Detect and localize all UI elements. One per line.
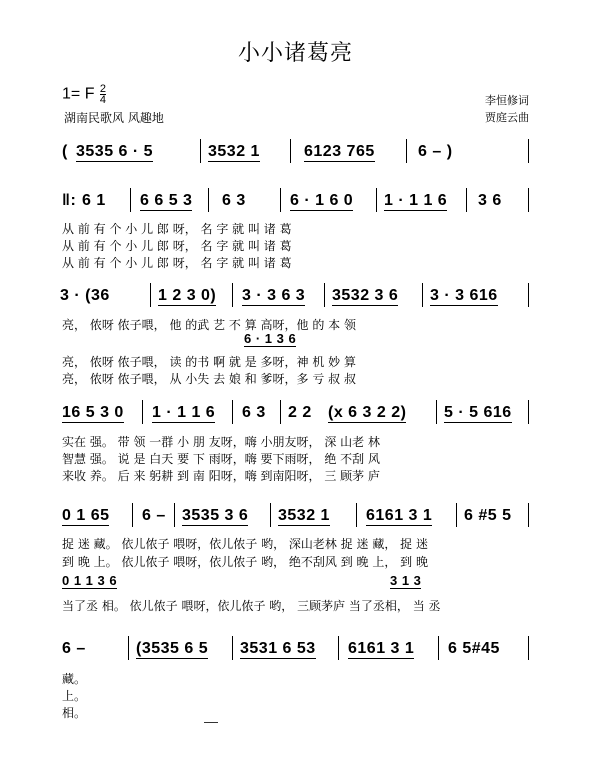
barline bbox=[528, 139, 529, 163]
barline bbox=[324, 283, 325, 307]
lyric-line bbox=[62, 597, 532, 613]
lyric-line bbox=[62, 254, 532, 270]
barline bbox=[528, 400, 529, 424]
barline bbox=[528, 503, 529, 527]
measure: 6 – bbox=[62, 640, 86, 657]
measure: 1 · 1 1 6 bbox=[384, 192, 448, 209]
lyric-text: 从 前 有 个 小 儿 郎 呀， 名 字 就 叫 诸 葛 bbox=[62, 239, 292, 253]
staff-row-6 bbox=[58, 573, 536, 591]
lyric-text: 从 前 有 个 小 儿 郎 呀， 名 字 就 叫 诸 葛 bbox=[62, 222, 292, 236]
measure: 3 6 bbox=[478, 192, 502, 209]
measure: 6 5#45 bbox=[448, 640, 500, 657]
barline bbox=[208, 188, 209, 212]
barline bbox=[456, 503, 457, 527]
staff-row-4 bbox=[58, 404, 536, 428]
barline bbox=[232, 400, 233, 424]
barline bbox=[406, 139, 407, 163]
measure: 6 · 1 6 0 bbox=[290, 192, 354, 209]
barline bbox=[200, 139, 201, 163]
measure: 3532 1 bbox=[208, 143, 260, 160]
barline bbox=[280, 188, 281, 212]
measure: 2 2 bbox=[288, 404, 312, 421]
lyric-line bbox=[62, 237, 532, 253]
footer-dash bbox=[204, 722, 218, 723]
measure: 0 1 1 3 6 bbox=[62, 573, 118, 588]
measure: 3535 3 6 bbox=[182, 507, 249, 524]
measure: 6 3 bbox=[242, 404, 266, 421]
barline bbox=[128, 636, 129, 660]
measure: 6161 3 1 bbox=[366, 507, 433, 524]
barline bbox=[232, 283, 233, 307]
measure: 6123 765 bbox=[304, 143, 375, 160]
sub-staff bbox=[58, 331, 536, 349]
measure: 3535 6 · 5 bbox=[76, 143, 154, 160]
lyric-line bbox=[62, 687, 532, 703]
lyric-line bbox=[62, 450, 532, 466]
measure: 1 2 3 0) bbox=[158, 287, 217, 304]
lyric-text: 亮， 侬呀 侬子喂， 从 小失 去 娘 和 爹呀，多 亏 叔 叔 bbox=[62, 372, 356, 386]
repeat-sign: ‖: bbox=[62, 192, 77, 209]
staff-row-5 bbox=[58, 507, 536, 531]
measure: 5 · 5 616 bbox=[444, 404, 512, 421]
measure: 6 – bbox=[142, 507, 166, 524]
barline bbox=[356, 503, 357, 527]
barline bbox=[174, 503, 175, 527]
barline bbox=[422, 283, 423, 307]
measure: 6 #5 5 bbox=[464, 507, 512, 524]
measure: 3 1 3 bbox=[390, 573, 422, 588]
barline bbox=[150, 283, 151, 307]
measure: 6 3 bbox=[222, 192, 246, 209]
lyric-line bbox=[62, 353, 532, 369]
lyric-line bbox=[62, 467, 532, 483]
lyric-line bbox=[62, 553, 532, 569]
barline bbox=[436, 400, 437, 424]
song-title: 小小诸葛亮 bbox=[237, 41, 353, 66]
lyric-line bbox=[62, 220, 532, 236]
measure: 3 · 3 6 3 bbox=[242, 287, 306, 304]
staff-row-3 bbox=[58, 287, 536, 311]
measure: 1 · 1 1 6 bbox=[152, 404, 216, 421]
lyric-text: 相。 bbox=[62, 706, 87, 720]
lyric-text: 到 晚 上。 依儿侬子 喂呀，依儿侬子 哟， 绝不刮风 到 晚 上， 到 晚 bbox=[62, 555, 428, 569]
lyric-line bbox=[62, 316, 532, 332]
barline bbox=[232, 636, 233, 660]
measure: 3 · (36 bbox=[60, 287, 110, 304]
time-bottom: 4 bbox=[99, 94, 107, 106]
lyric-text: 藏。 bbox=[62, 672, 87, 686]
measure: 3 · 3 616 bbox=[430, 287, 498, 304]
lyric-line bbox=[62, 370, 532, 386]
lyric-text: 当了丞 相。 依儿侬子 喂呀，依儿侬子 哟， 三顾茅庐 当了丞相， 当 丞 bbox=[62, 599, 441, 613]
barline bbox=[270, 503, 271, 527]
lyric-text: 从 前 有 个 小 儿 郎 呀， 名 字 就 叫 诸 葛 bbox=[62, 256, 292, 270]
measure: 6 6 5 3 bbox=[140, 192, 193, 209]
measure: 6161 3 1 bbox=[348, 640, 415, 657]
barline bbox=[466, 188, 467, 212]
lyric-text: 亮， 侬呀 侬子喂， 读 的书 啊 就 是 多呀，神 机 妙 算 bbox=[62, 355, 356, 369]
lyric-text: 智慧 强。 说 是 白天 要 下 雨呀，嗨 要下雨呀， 绝 不刮 风 bbox=[62, 452, 380, 466]
composer: 贾庭云曲 bbox=[485, 111, 529, 124]
lyric-text: 上。 bbox=[62, 689, 87, 703]
measure: 6 · 1 3 6 bbox=[244, 331, 297, 346]
lyricist: 李恒修词 bbox=[485, 94, 529, 107]
barline bbox=[528, 636, 529, 660]
staff-row-7 bbox=[58, 640, 536, 664]
measure: (x 6 3 2 2) bbox=[328, 404, 407, 421]
barline bbox=[438, 636, 439, 660]
lyric-line bbox=[62, 704, 532, 720]
barline bbox=[130, 188, 131, 212]
barline bbox=[528, 283, 529, 307]
barline bbox=[338, 636, 339, 660]
barline bbox=[528, 188, 529, 212]
barline bbox=[142, 400, 143, 424]
barline bbox=[132, 503, 133, 527]
barline bbox=[290, 139, 291, 163]
lyric-line bbox=[62, 670, 532, 686]
staff-row-2 bbox=[58, 192, 536, 216]
measure: (3535 6 5 bbox=[136, 640, 209, 657]
barline bbox=[376, 188, 377, 212]
key-text: 1= F bbox=[62, 85, 95, 103]
lyric-line bbox=[62, 535, 532, 551]
measure: 16 5 3 0 bbox=[62, 404, 124, 421]
measure: 3532 3 6 bbox=[332, 287, 399, 304]
lyric-text: 实在 强。 带 领 一群 小 朋 友呀，嗨 小朋友呀， 深 山老 林 bbox=[62, 435, 380, 449]
key-signature bbox=[62, 84, 106, 105]
measure: 6 – ) bbox=[418, 143, 453, 160]
lyric-line bbox=[62, 433, 532, 449]
time-top: 2 bbox=[99, 83, 107, 95]
barline bbox=[280, 400, 281, 424]
measure: 6 1 bbox=[82, 192, 106, 209]
staff-row-1 bbox=[58, 143, 536, 167]
measure: ( bbox=[62, 143, 68, 160]
lyric-text: 亮， 侬呀 侬子喂， 他 的武 艺 不 算 高呀，他 的 本 领 bbox=[62, 318, 356, 332]
tempo-style: 湖南民歌风 风趣地 bbox=[64, 111, 164, 125]
measure: 0 1 65 bbox=[62, 507, 110, 524]
measure: 3532 1 bbox=[278, 507, 330, 524]
lyric-text: 来收 养。 后 来 躬耕 到 南 阳呀，嗨 到南阳呀， 三 顾茅 庐 bbox=[62, 469, 380, 483]
measure: 3531 6 53 bbox=[240, 640, 316, 657]
lyric-text: 捉 迷 藏。 依儿侬子 喂呀，依儿侬子 哟， 深山老林 捉 迷 藏， 捉 迷 bbox=[62, 537, 428, 551]
